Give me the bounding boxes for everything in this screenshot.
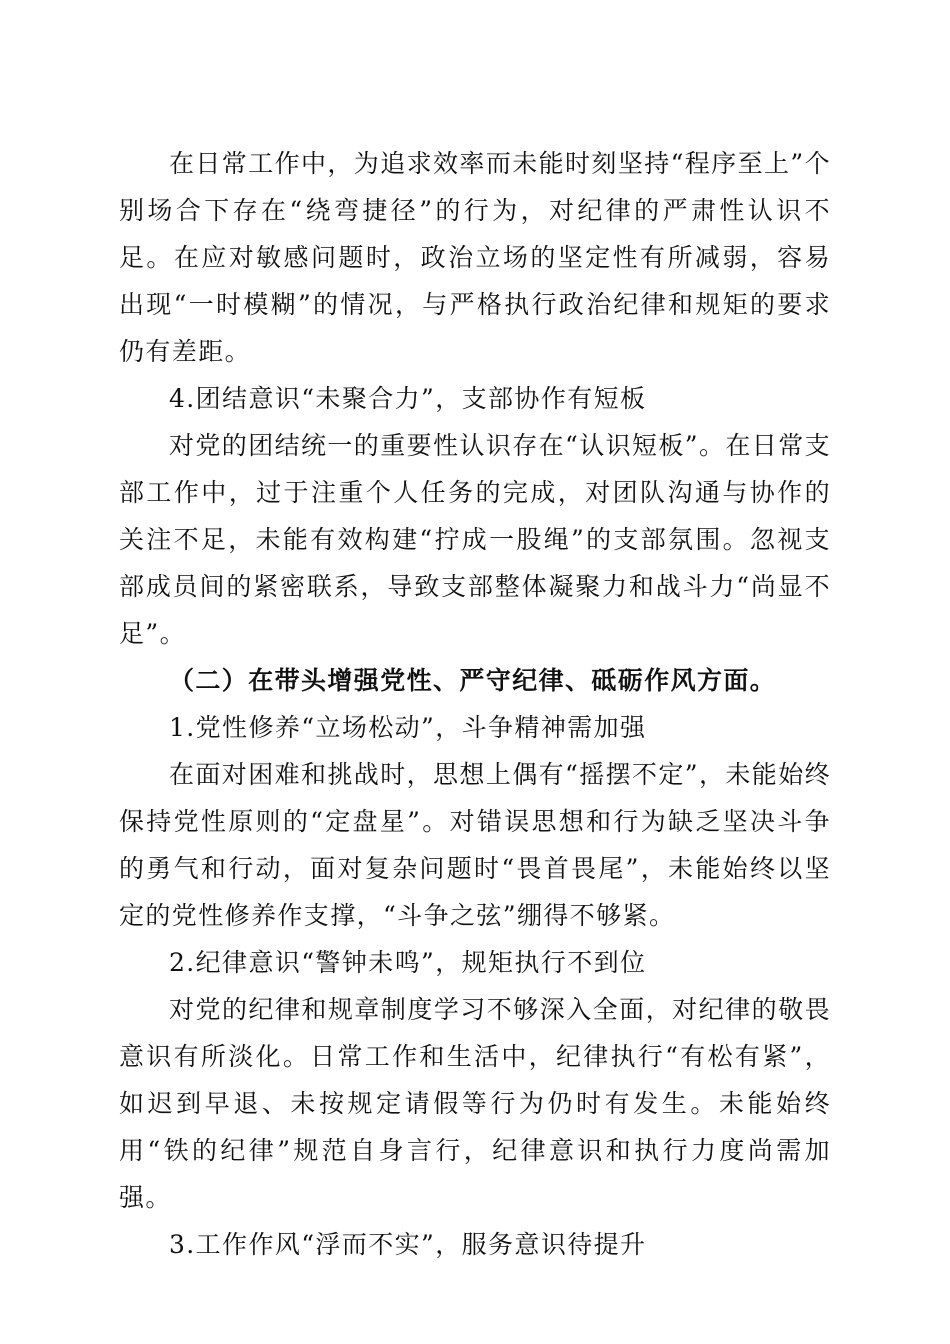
paragraph-body-4: 对党的纪律和规章制度学习不够深入全面，对纪律的敬畏意识有所淡化。日常工作和生活中，纪律执行“有松有紧”，如迟到早退、未按规定请假等行为仍时有发生。未能始终用“铁的纪律”规范自身言行，纪律意识和执行力度尚需加强。 <box>119 995 831 1212</box>
paragraph-body-1: 在日常工作中，为追求效率而未能时刻坚持“程序至上”个别场合下存在“绕弯捷径”的行为，对纪律的严肃性认识不足。在应对敏感问题时，政治立场的坚定性有所减弱，容易出现“一时模糊”的情况，与严格执行政治纪律和规矩的要求仍有差距。 <box>119 149 831 366</box>
document-body <box>119 140 831 1268</box>
paragraph-body-3: 在面对困难和挑战时，思想上偶有“摇摆不定”，未能始终保持党性原则的“定盘星”。对错误思想和行为缺乏坚决斗争的勇气和行动，面对复杂问题时“畏首畏尾”，未能始终以坚定的党性修养作支撑，“斗争之弦”绷得不够紧。 <box>119 760 831 930</box>
subheading-discipline-awareness: 2.纪律意识“警钟未鸣”，规矩执行不到位 <box>169 948 647 977</box>
subheading-unity-awareness: 4.团结意识“未聚合力”，支部协作有短板 <box>169 384 647 413</box>
section-heading-two: （二）在带头增强党性、严守纪律、砥砺作风方面。 <box>169 666 777 695</box>
paragraph-body-2: 对党的团结统一的重要性认识存在“认识短板”。在日常支部工作中，过于注重个人任务的完成，对团队沟通与协作的关注不足，未能有效构建“拧成一股绳”的支部氛围。忽视支部成员间的紧密联系，导致支部整体凝聚力和战斗力“尚显不足”。 <box>119 431 831 648</box>
subheading-party-spirit: 1.党性修养“立场松动”，斗争精神需加强 <box>169 713 647 742</box>
subheading-work-style: 3.工作作风“浮而不实”，服务意识待提升 <box>169 1230 647 1259</box>
